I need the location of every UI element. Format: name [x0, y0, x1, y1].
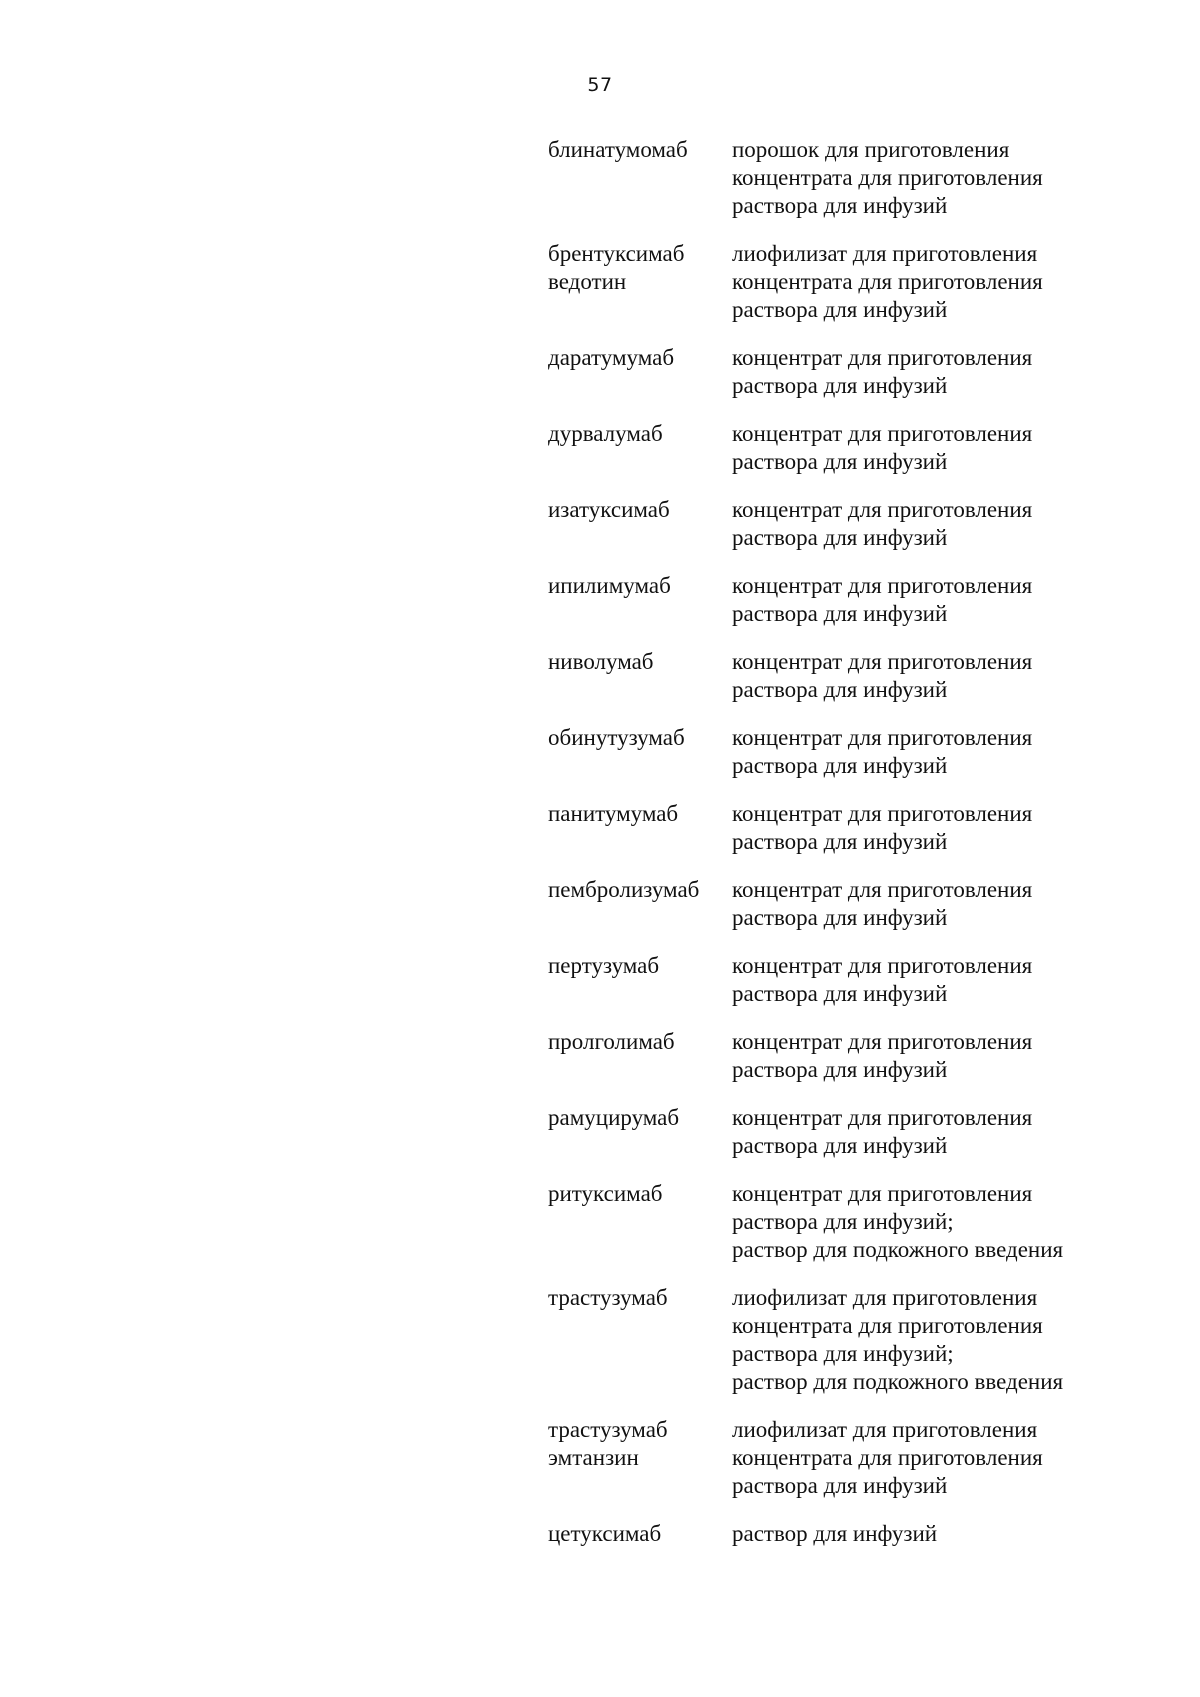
drug-name: ритуксимаб: [548, 1181, 663, 1206]
table-row: [548, 1028, 1168, 1084]
drug-name: ниволумаб: [548, 649, 654, 674]
dosage-form: порошок для приготовления концентрата для приготовления раствора для инфузий: [732, 137, 1043, 218]
table-row: [548, 496, 1168, 552]
dosage-form: концентрат для приготовления раствора для инфузий: [732, 725, 1033, 778]
table-row: [548, 724, 1168, 780]
table-row: [548, 1104, 1168, 1160]
drug-name: пролголимаб: [548, 1029, 675, 1054]
drug-name: панитумумаб: [548, 801, 679, 826]
drug-name: ипилимумаб: [548, 573, 671, 598]
drug-name: рамуцирумаб: [548, 1105, 680, 1130]
table-row: [548, 240, 1168, 324]
drug-table: [548, 136, 1168, 1568]
dosage-form: концентрат для приготовления раствора для инфузий: [732, 801, 1033, 854]
drug-name: дурвалумаб: [548, 421, 663, 446]
dosage-form: раствор для инфузий: [732, 1521, 938, 1546]
dosage-form: концентрат для приготовления раствора для инфузий: [732, 953, 1033, 1006]
drug-name: обинутузумаб: [548, 725, 685, 750]
dosage-form: концентрат для приготовления раствора для инфузий: [732, 649, 1033, 702]
dosage-form: лиофилизат для приготовления концентрата для приготовления раствора для инфузий: [732, 1417, 1043, 1498]
table-row: [548, 952, 1168, 1008]
dosage-form: лиофилизат для приготовления концентрата для приготовления раствора для инфузий; раствор для подкожного введения: [732, 1285, 1064, 1394]
drug-name: изатуксимаб: [548, 497, 670, 522]
drug-name: брентуксимаб ведотин: [548, 241, 685, 294]
drug-name: блинатумомаб: [548, 137, 688, 162]
table-row: [548, 420, 1168, 476]
drug-name: трастузумаб: [548, 1285, 668, 1310]
table-row: [548, 648, 1168, 704]
page-number: 57: [587, 74, 613, 96]
dosage-form: концентрат для приготовления раствора для инфузий: [732, 573, 1033, 626]
table-row: [548, 800, 1168, 856]
dosage-form: концентрат для приготовления раствора для инфузий: [732, 421, 1033, 474]
dosage-form: концентрат для приготовления раствора для инфузий: [732, 345, 1033, 398]
drug-name: пертузумаб: [548, 953, 660, 978]
dosage-form: лиофилизат для приготовления концентрата для приготовления раствора для инфузий: [732, 241, 1043, 322]
drug-name: пембролизумаб: [548, 877, 700, 902]
table-row: [548, 1284, 1168, 1396]
table-row: [548, 344, 1168, 400]
dosage-form: концентрат для приготовления раствора для инфузий; раствор для подкожного введения: [732, 1181, 1064, 1262]
table-row: [548, 1520, 1168, 1548]
dosage-form: концентрат для приготовления раствора для инфузий: [732, 1105, 1033, 1158]
table-row: [548, 136, 1168, 220]
drug-name: трастузумаб эмтанзин: [548, 1417, 668, 1470]
dosage-form: концентрат для приготовления раствора для инфузий: [732, 497, 1033, 550]
dosage-form: концентрат для приготовления раствора для инфузий: [732, 877, 1033, 930]
table-row: [548, 876, 1168, 932]
table-row: [548, 572, 1168, 628]
dosage-form: концентрат для приготовления раствора для инфузий: [732, 1029, 1033, 1082]
drug-name: цетуксимаб: [548, 1521, 662, 1546]
table-row: [548, 1180, 1168, 1264]
drug-name: даратумумаб: [548, 345, 675, 370]
table-row: [548, 1416, 1168, 1500]
